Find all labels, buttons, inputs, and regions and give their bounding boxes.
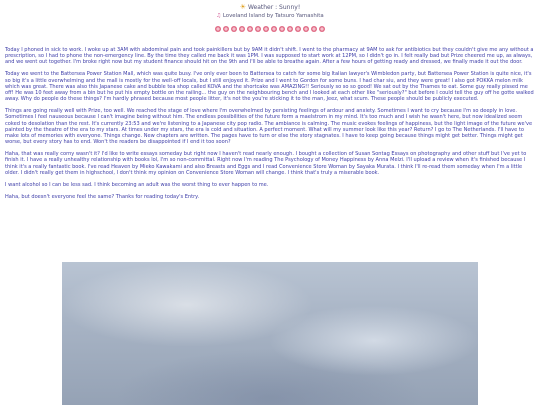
flower-icon [279, 26, 285, 32]
sun-icon: ☀ [239, 3, 247, 11]
flower-icon [215, 26, 221, 32]
flower-icon [239, 26, 245, 32]
flower-icon [319, 26, 325, 32]
flower-icon [263, 26, 269, 32]
now-playing-line [0, 12, 540, 20]
flower-divider [0, 26, 540, 32]
paragraph-2: Today we went to the Battersea Power Station Mall, which was quite busy. I've only ever been to Battersea to catch for some big Italian lawyer's Wimbledon party, but Battersea Power Station is quite nice, it's so big it's a little overwhelming and the mall is mostly for the well-off locals, but I still enjoyed it. Prize and I went to Gordon for some buns. I had char siu, and they were great! I also got POKKA melon milk which was great. There was also this Japanese cake and bubble tea shop called KOVA and the shortcake was AMAZING!! Seriously so so so good! We sat out by the Thames to eat. Some guy really pissed me off! He was 10 feet away from a bin but he put his empty bottle on the railing... the guy on the neighbouring bench and I looked at each other like "seriously?" but before I could tell the guy off he gotte walked away. Why do people do these things? I'm hardly phrased because most people litter, it's not the you're sticking it to the man, Jeez, what scum. These people should be publicly executed. [5, 71, 534, 103]
paragraph-1: Today I phoned in sick to work. I woke up at 3AM with abdominal pain and took painkillers but by 9AM it didn't shift. I went to the pharmacy at 9AM to ask for antibiotics but they couldn't give me any without a prescription, so I had to phone the non-emergency line. By the time they called me back it was 1PM. I was supposed to start work at 12PM, so I didn't go in. I felt really bad but Prize cheered me up, as always, and we went out together. I'm broke right now but my student finance should hit on the 9th and I'll be able to breathe again. After a few hours of getting ready and dressed, we finally made it out the door. [5, 47, 534, 66]
flower-icon [311, 26, 317, 32]
flower-icon [295, 26, 301, 32]
music-note-icon: ♫ [216, 13, 222, 19]
paragraph-3: Things are going really well with Prize, too well. We reached the stage of love where I'm overwhelmed by persisting feelings of ardour and anxiety. Sometimes I want to cry because I'm so deeply in love. Sometimes I feel nauseous because I can't imagine being without him. The endless possibilities of the future form a maelstrom in my mind. It's too much and I wish he wasn't here, but now idealized seem coked to desolation than the rest. It's currently 23:53 and we're listening to a Japanese city pop radio. The ambiance is calming. The music evokes feelings of happiness, but the light image of the future we've painted by the theatre of the era to my stars. At times under my stars, the era is cold and situation. A perfect moment. What will my summer look like this year? Return? I go to The Netherlands. I'll have to make lots of memories with everyone. Things change. New chapters are written. The pages have to turn or else the story stagnates. I have to keep going because things might get better. Things might get worse, but every story has to end. Won't the readers be disappointed if I end it too soon? [5, 108, 533, 146]
flower-icon [287, 26, 293, 32]
entry-body [0, 37, 540, 200]
paragraph-5: I want alcohol so I can be less sad. I think becoming an adult was the worst thing to ever happen to me. [5, 181, 269, 188]
flower-icon [247, 26, 253, 32]
flower-icon [303, 26, 309, 32]
flower-icon [271, 26, 277, 32]
entry-header [0, 0, 540, 32]
flower-icon [223, 26, 229, 32]
paragraph-6: Haha, but doesn't everyone feel the same? Thanks for reading today's Entry. [5, 193, 200, 200]
weather-line [0, 3, 540, 12]
paragraph-4: Haha, that was really corny wasn't it? I'd like to write essays someday but right now I haven't read nearly enough. I bought a collection of Susan Sontag Essays on photography and other stuff but I've yet to finish it. I have a really unhealthy relationship with books lol, I'm so non-committal. Right now I'm reading The Psychology of Money Happiness by Anna Melzi. I'll upload a review when it's finished because I think it's a really fantastic book. I've read Heaven by Mieko Kawakami and also Breasts and Eggs and I read Convenience Store Woman by Sayaka Murata. I think I'll re-read them someday when I'm a little older. I didn't really get them in highschool, I don't think my opinion on Convenience Store Woman will change. I think that's truly a miserable book. [5, 151, 527, 176]
flower-icon [255, 26, 261, 32]
cloudy-sky-photo [62, 262, 478, 405]
flower-icon [231, 26, 237, 32]
now-playing-label: Loveland Island by Tatsuro Yamashita [222, 13, 324, 19]
weather-label: Weather : Sunny! [247, 4, 301, 11]
